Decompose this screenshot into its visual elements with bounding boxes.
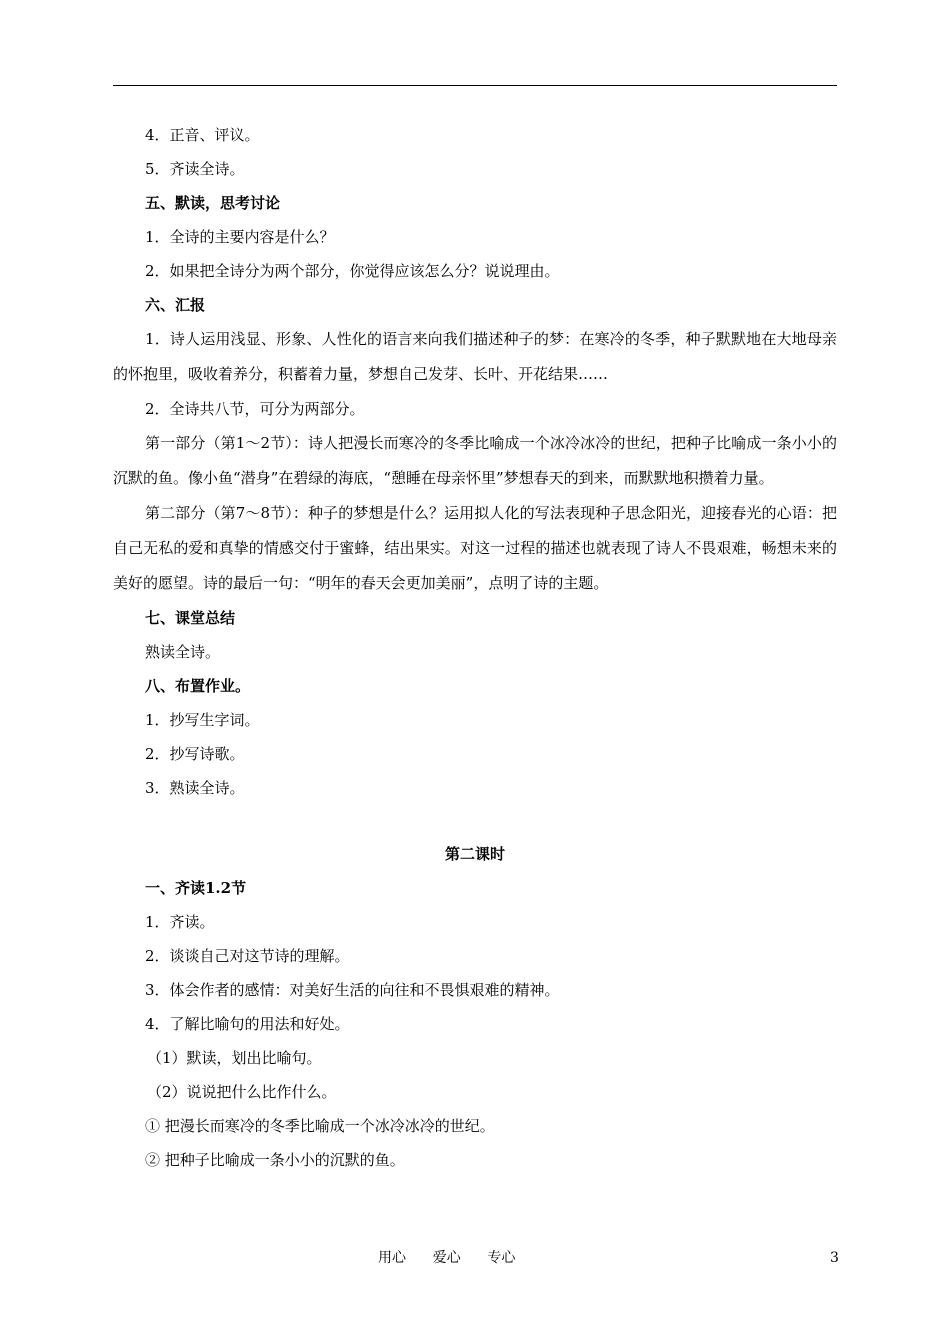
document-body (113, 118, 837, 1177)
sub-item-1: （1）默读，划出比喻句。 (147, 1049, 322, 1067)
section-heading-7: 七、课堂总结 (145, 609, 236, 627)
homework-1: 1．抄写生字词。 (145, 711, 260, 729)
second-lesson-item-1: 1．齐读。 (145, 913, 215, 931)
question-1: 1．全诗的主要内容是什么？ (145, 228, 335, 246)
question-2: 2．如果把全诗分为两个部分，你觉得应该怎么分？说说理由。 (145, 262, 560, 280)
second-lesson-item-4: 4．了解比喻句的用法和好处。 (145, 1015, 350, 1033)
summary-text: 熟读全诗。 (145, 643, 221, 661)
step-5: 5．齐读全诗。 (145, 160, 245, 178)
part-one-paragraph: 第一部分（第1～2节）：诗人把漫长而寒冷的冬季比喻成一个冰冷冰冷的世纪，把种子比喻成一条小小的沉默的鱼。像小鱼“潜身”在碧绿的海底，“憩睡在母亲怀里”梦想春天的到来，而默默地积攒着力量。 (113, 434, 837, 487)
circled-item-2: ② 把种子比喻成一条小小的沉默的鱼。 (145, 1151, 405, 1169)
second-lesson-item-2: 2．谈谈自己对这节诗的理解。 (145, 947, 350, 965)
part-two-paragraph: 第二部分（第7～8节）：种子的梦想是什么？运用拟人化的写法表现种子思念阳光，迎接春光的心语：把自己无私的爱和真挚的情感交付于蜜蜂，结出果实。对这一过程的描述也就表现了诗人不畏艰难，畅想未来的美好的愿望。诗的最后一句：“明年的春天会更加美丽”，点明了诗的主题。 (113, 504, 837, 592)
second-lesson-title: 第二课时 (444, 845, 505, 863)
section-heading-5: 五、默读，思考讨论 (145, 194, 281, 212)
step-4: 4．正音、评议。 (145, 126, 260, 144)
homework-2: 2．抄写诗歌。 (145, 745, 245, 763)
footer-motto: 用心 爱心 专心 (378, 1250, 516, 1266)
second-lesson-item-3: 3．体会作者的感情：对美好生活的向往和不畏惧艰难的精神。 (145, 981, 560, 999)
page-number: 3 (830, 1250, 839, 1266)
homework-3: 3．熟读全诗。 (145, 779, 245, 797)
circled-item-1: ① 把漫长而寒冷的冬季比喻成一个冰冷冰冷的世纪。 (145, 1117, 495, 1135)
header-rule (113, 85, 837, 86)
report-item-2: 2．全诗共八节，可分为两部分。 (145, 400, 365, 418)
second-lesson-heading-1: 一、齐读1.2节 (145, 879, 247, 897)
sub-item-2: （2）说说把什么比作什么。 (147, 1083, 337, 1101)
section-heading-8: 八、布置作业。 (145, 677, 251, 695)
section-heading-6: 六、汇报 (145, 296, 206, 314)
report-paragraph-1: 1．诗人运用浅显、形象、人性化的语言来向我们描述种子的梦：在寒冷的冬季，种子默默地在大地母亲的怀抱里，吸收着养分，积蓄着力量，梦想自己发芽、长叶、开花结果…… (113, 330, 837, 383)
